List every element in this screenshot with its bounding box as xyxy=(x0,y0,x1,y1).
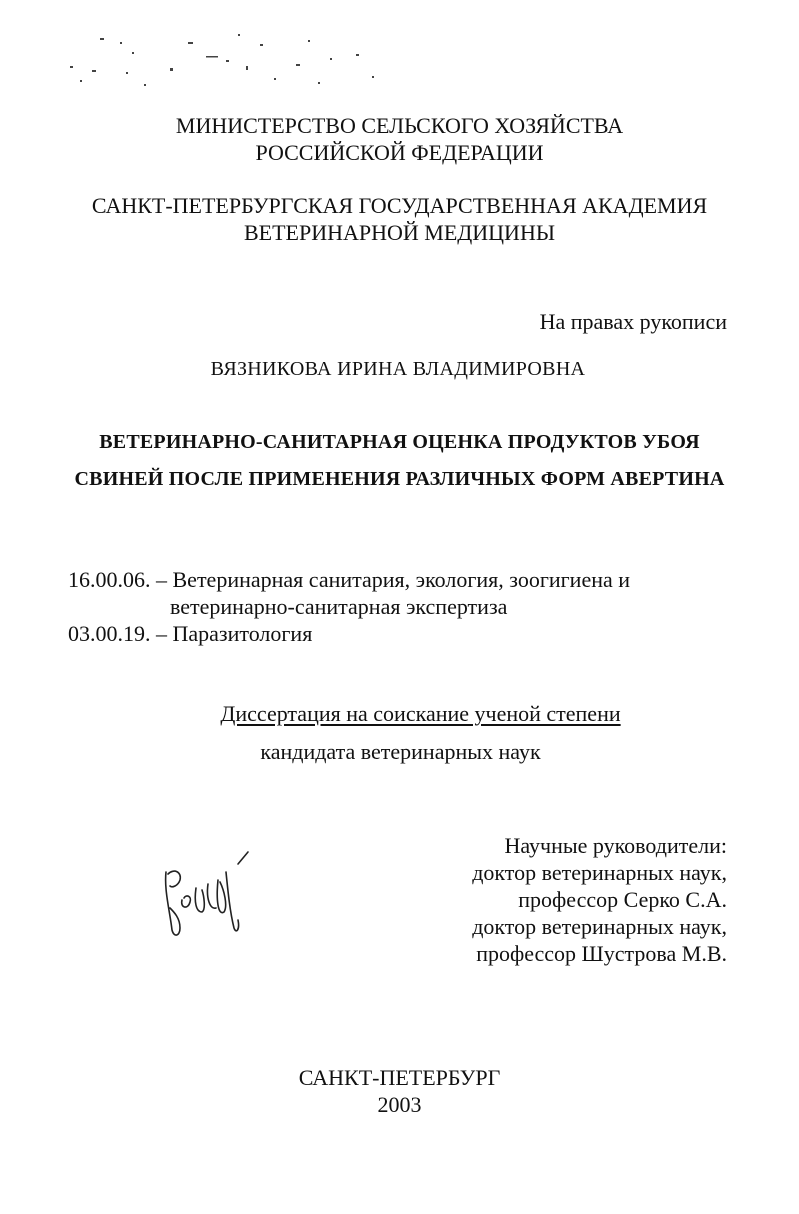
city-name: САНКТ-ПЕТЕРБУРГ xyxy=(298,1065,501,1090)
specialty-codes xyxy=(68,566,630,647)
degree-statement-line-2: кандидата ветеринарных наук xyxy=(260,739,541,764)
rights-note: На правах рукописи xyxy=(539,309,727,334)
dissertation-title xyxy=(0,424,799,498)
academy-line-1: САНКТ-ПЕТЕРБУРГСКАЯ ГОСУДАРСТВЕННАЯ АКАДЕМИЯ xyxy=(91,193,708,218)
supervisor-1-name: профессор Серко С.А. xyxy=(518,887,727,912)
title-line-2: СВИНЕЙ ПОСЛЕ ПРИМЕНЕНИЯ РАЗЛИЧНЫХ ФОРМ АВЕРТИНА xyxy=(74,468,725,490)
place-and-year xyxy=(0,1064,799,1118)
supervisor-2-degree: доктор ветеринарных наук, xyxy=(472,914,727,939)
specialty-1-line-1: 16.00.06. – Ветеринарная санитария, экология, зоогигиена и xyxy=(68,567,631,592)
supervisors-block xyxy=(472,832,727,967)
degree-statement-line-1: Диссертация на соискание ученой степени xyxy=(220,701,621,726)
specialty-2-line-1: 03.00.19. – Паразитология xyxy=(68,621,313,646)
academy-line-2: ВЕТЕРИНАРНОЙ МЕДИЦИНЫ xyxy=(243,220,556,245)
author-name: ВЯЗНИКОВА ИРИНА ВЛАДИМИРОВНА xyxy=(210,358,586,380)
publication-year: 2003 xyxy=(377,1092,422,1117)
scan-noise-specks xyxy=(60,30,400,90)
handwritten-signature xyxy=(158,850,258,940)
supervisor-2-name: профессор Шустрова М.В. xyxy=(476,941,727,966)
title-line-1: ВЕТЕРИНАРНО-САНИТАРНАЯ ОЦЕНКА ПРОДУКТОВ УБОЯ xyxy=(99,431,700,453)
ministry-line-1: МИНИСТЕРСТВО СЕЛЬСКОГО ХОЗЯЙСТВА xyxy=(175,113,624,138)
supervisor-1-degree: доктор ветеринарных наук, xyxy=(472,860,727,885)
ministry-line-2: РОССИЙСКОЙ ФЕДЕРАЦИИ xyxy=(255,140,544,165)
academy-heading xyxy=(0,192,799,246)
specialty-1-line-2: ветеринарно-санитарная экспертиза xyxy=(170,594,508,619)
ministry-heading xyxy=(0,112,799,166)
supervisors-heading: Научные руководители: xyxy=(504,833,727,858)
degree-statement xyxy=(0,700,799,765)
